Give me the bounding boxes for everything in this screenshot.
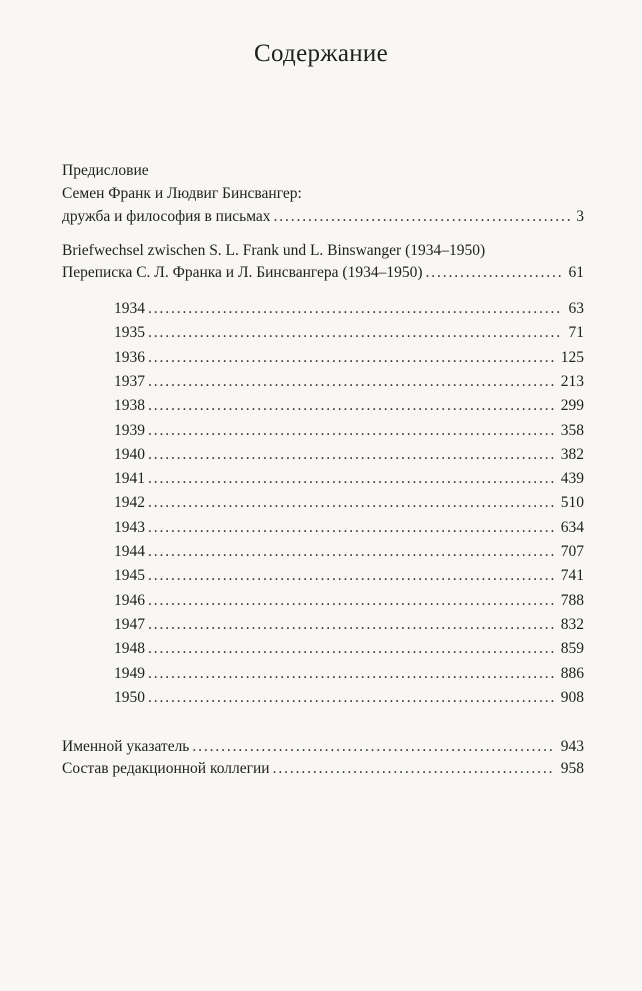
dot-leader [148,322,563,344]
preface-heading: Предисловие [62,162,149,179]
toc-entry-year[interactable] [114,590,584,612]
dot-leader [148,565,555,587]
entry-page-number: 832 [560,615,584,633]
entry-page-number: 634 [560,518,584,536]
entry-year-label: 1950 [114,688,145,706]
dot-leader [148,541,555,563]
toc-entry-year[interactable] [114,638,584,660]
entry-year-label: 1940 [114,445,145,463]
dot-leader [148,517,555,539]
page-title: Содержание [254,40,388,67]
dot-leader [426,262,563,284]
dot-leader [148,590,555,612]
entry-label: дружба и философия в письмах [62,208,271,225]
entry-page-number: 707 [560,543,584,560]
toc-entry-year[interactable] [114,517,584,539]
entry-page-number: 439 [560,470,584,488]
dot-leader [148,492,555,514]
entry-page-number: 358 [560,421,584,439]
toc-entry-year[interactable] [114,395,584,417]
toc-entry-editorial-board[interactable] [62,758,584,780]
entry-page-number: 213 [560,372,584,390]
dot-leader [148,298,563,320]
entry-year-label: 1938 [114,397,145,415]
entry-page-number: 958 [560,760,584,777]
entry-year-label: 1947 [114,615,145,633]
entry-page-number: 63 [568,300,584,317]
entry-year-label: 1934 [114,300,145,317]
toc-entry-preface[interactable] [62,206,584,228]
entry-page-number: 510 [560,494,584,512]
entry-page-number: 125 [560,348,584,366]
toc-entry-year[interactable] [114,322,584,344]
toc-entry-year[interactable] [114,468,584,490]
dot-leader [273,758,555,780]
toc-entry-year[interactable] [114,565,584,587]
toc-entry-correspondence[interactable] [62,262,584,284]
correspondence-german-title: Briefwechsel zwischen S. L. Frank und L. Binswanger (1934–1950) [62,242,486,259]
entry-page-number: 61 [568,264,584,281]
entry-label: Переписка С. Л. Франка и Л. Бинсвангера (1934–1950) [62,264,423,281]
dot-leader [148,347,555,369]
dot-leader [192,736,554,758]
entry-year-label: 1944 [114,543,145,560]
toc-entry-year[interactable] [114,298,584,320]
entry-year-label: 1945 [114,567,145,585]
dot-leader [148,614,555,636]
entry-year-label: 1946 [114,591,145,609]
toc-entry-name-index[interactable] [62,736,584,758]
toc-entry-year[interactable] [114,371,584,393]
toc-entry-year[interactable] [114,663,584,685]
entry-page-number: 71 [568,324,584,342]
dot-leader [274,206,571,228]
entry-year-label: 1942 [114,494,145,512]
entry-page-number: 788 [560,591,584,609]
entry-page-number: 741 [560,567,584,585]
entry-year-label: 1948 [114,640,145,658]
dot-leader [148,663,555,685]
entry-year-label: 1936 [114,348,145,366]
dot-leader [148,444,555,466]
entry-page-number: 3 [576,208,584,225]
entry-label: Состав редакционной коллегии [62,760,270,777]
entry-year-label: 1943 [114,518,145,536]
entry-year-label: 1941 [114,470,145,488]
entry-year-label: 1939 [114,421,145,439]
toc-entry-year[interactable] [114,420,584,442]
entry-year-label: 1937 [114,372,145,390]
dot-leader [148,395,555,417]
entry-year-label: 1935 [114,324,145,342]
toc-entry-year[interactable] [114,614,584,636]
toc-entry-year[interactable] [114,541,584,563]
toc-entry-year[interactable] [114,347,584,369]
entry-page-number: 886 [560,664,584,682]
toc-entry-year[interactable] [114,444,584,466]
preface-subtitle-line1: Семен Франк и Людвиг Бинсвангер: [62,185,302,202]
dot-leader [148,687,555,709]
entry-page-number: 908 [560,688,584,706]
entry-label: Именной указатель [62,738,190,755]
dot-leader [148,371,555,393]
entry-page-number: 943 [560,738,584,755]
entry-page-number: 859 [560,640,584,658]
toc-entry-year[interactable] [114,687,584,709]
entry-page-number: 299 [560,397,584,415]
entry-page-number: 382 [560,445,584,463]
dot-leader [148,638,555,660]
dot-leader [148,420,555,442]
dot-leader [148,468,555,490]
entry-year-label: 1949 [114,664,145,682]
toc-entry-year[interactable] [114,492,584,514]
